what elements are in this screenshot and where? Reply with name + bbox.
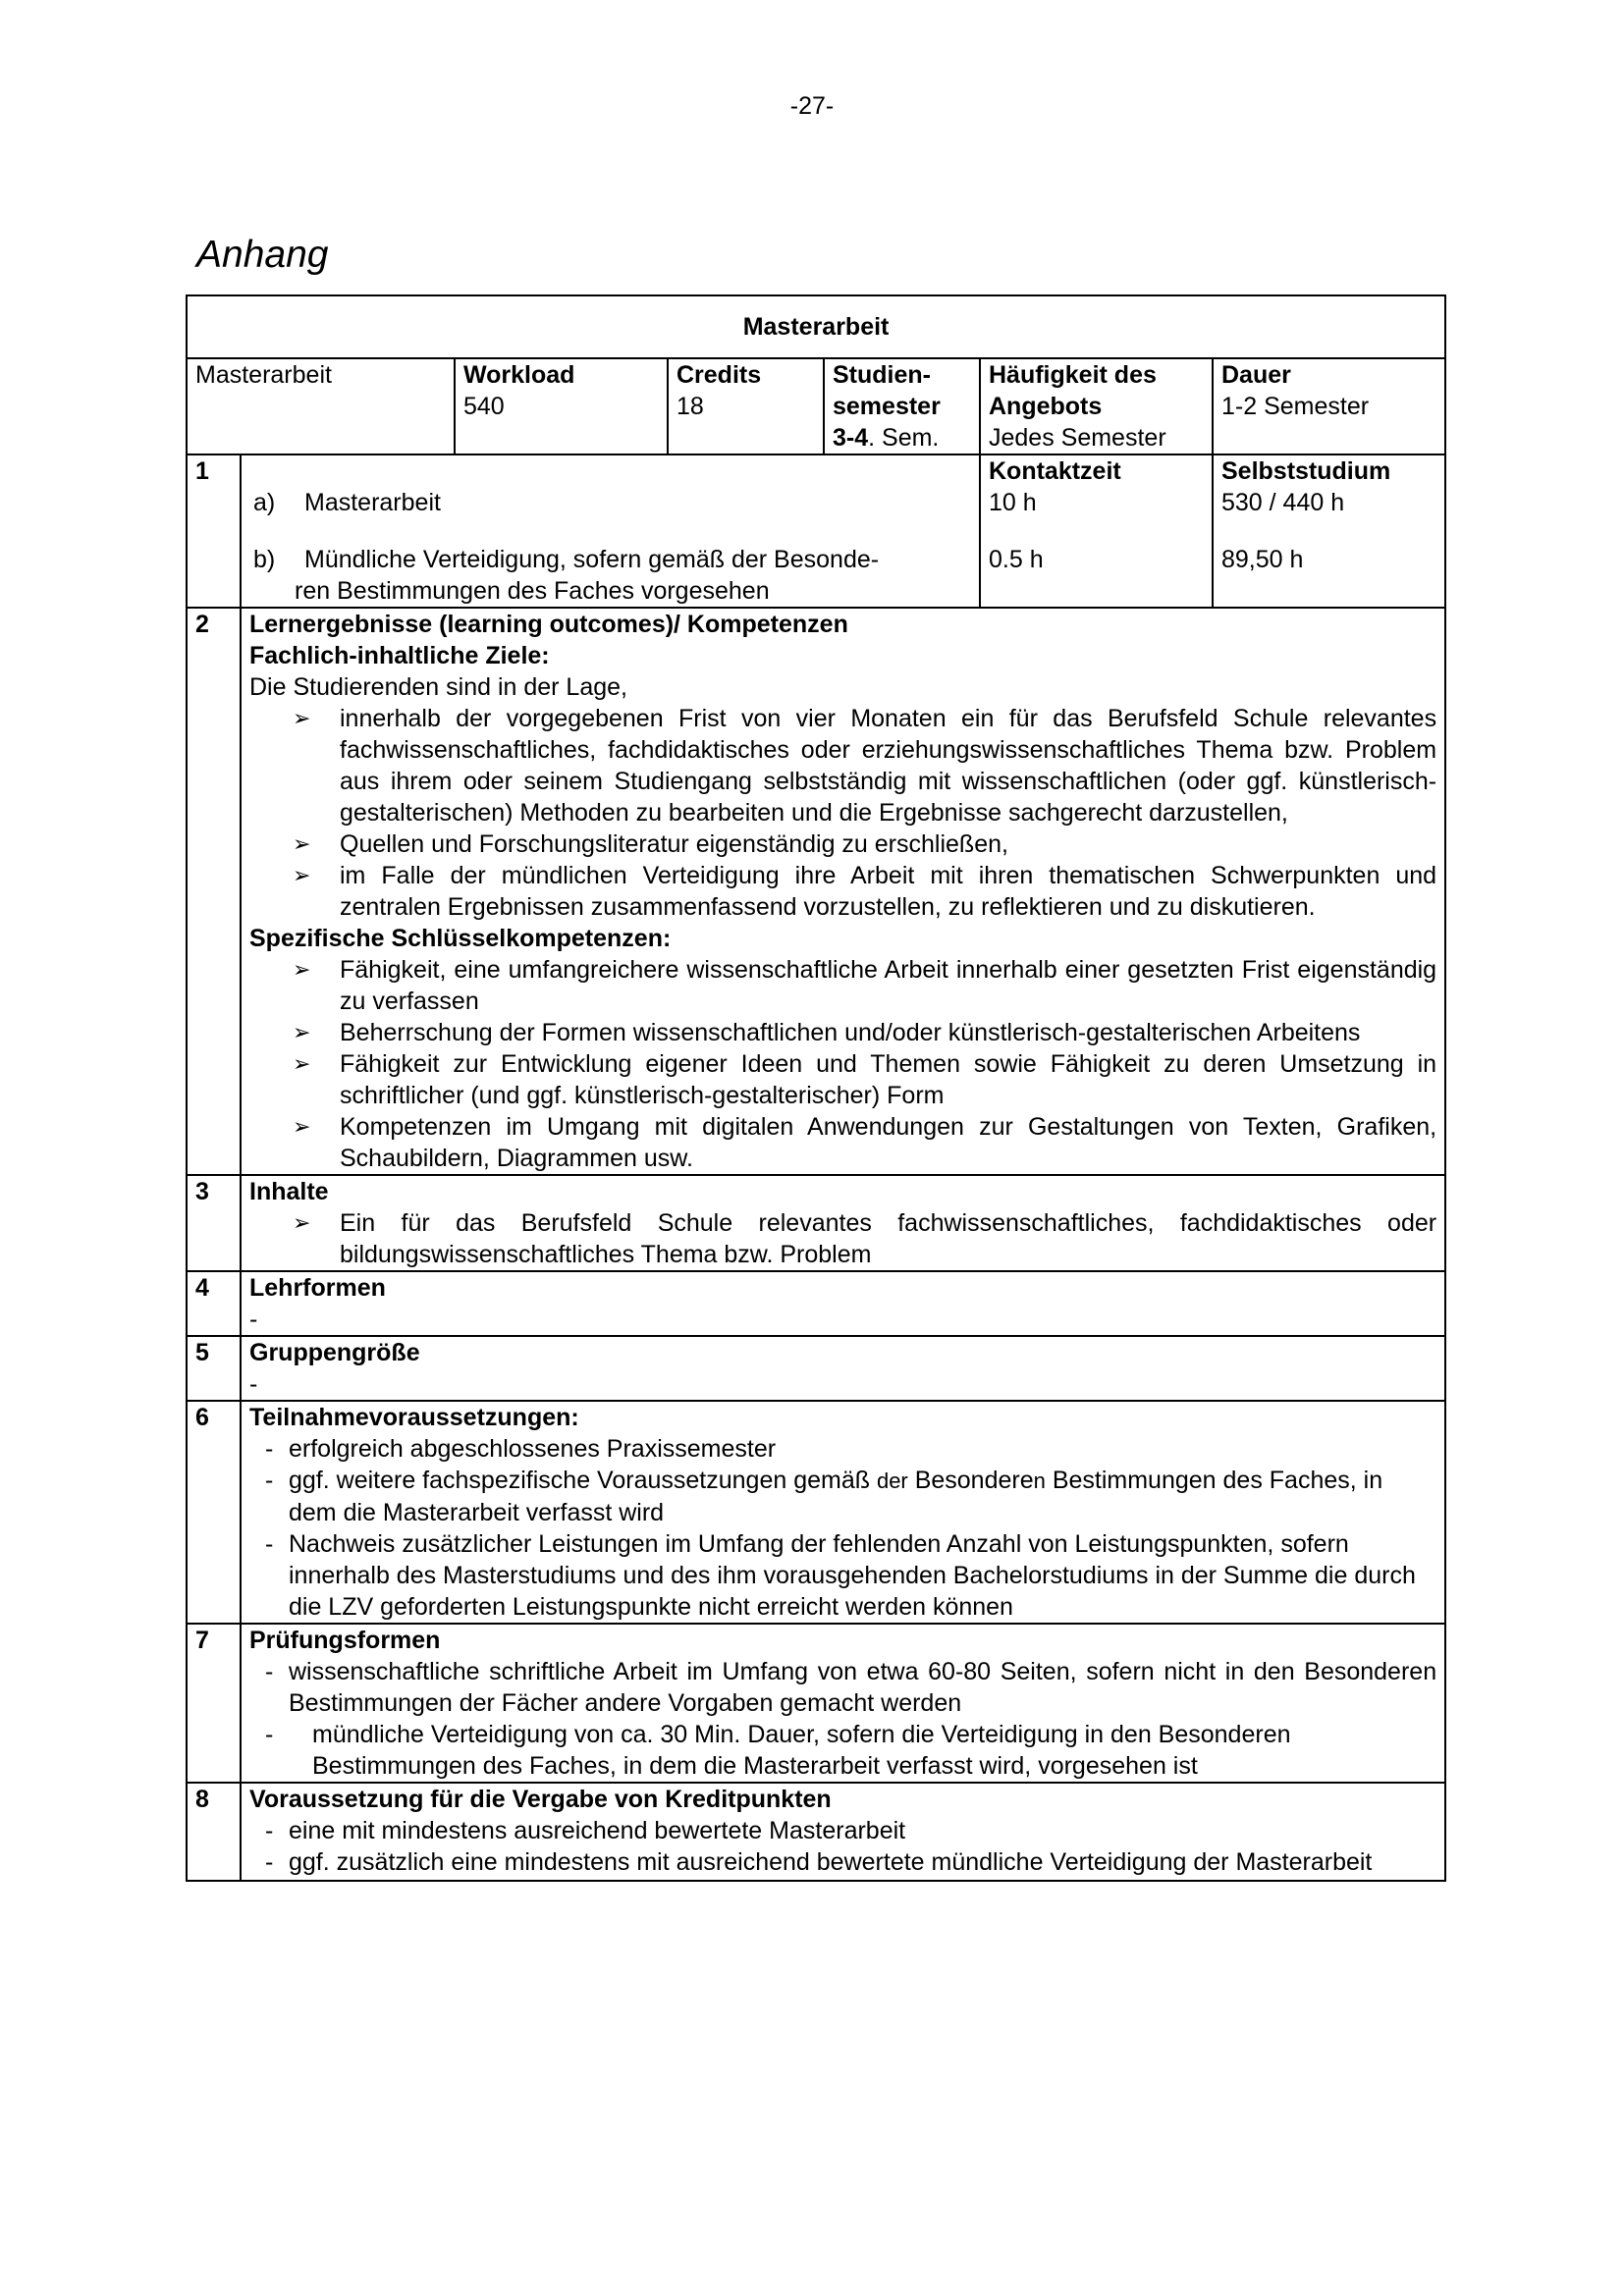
self-study-label: Selbststudium — [1221, 457, 1391, 485]
row-4-number: 4 — [187, 1271, 241, 1336]
frequency-value: Jedes Semester — [989, 424, 1166, 452]
row-6-number: 6 — [187, 1401, 241, 1624]
row-5-content — [241, 1336, 1445, 1401]
row-1-a-item — [253, 487, 971, 518]
competence-item: ➢ Kompetenzen im Umgang mit digitalen Anwendungen zur Gestaltungen von Texten, Grafiken, Schaubildern, Diagrammen usw. — [293, 1113, 1437, 1172]
credits-value: 18 — [677, 393, 704, 420]
semester-label-1: Studien- — [833, 361, 931, 389]
workload-label: Workload — [463, 361, 575, 389]
outcome-item: ➢ Quellen und Forschungsliteratur eigenständig zu erschließen, — [293, 830, 1008, 858]
module-name: Masterarbeit — [195, 361, 332, 389]
credit-requirement-item: - eine mit mindestens ausreichend bewertete Masterarbeit — [265, 1817, 906, 1844]
competence-item: ➢ Fähigkeit zur Entwicklung eigener Ideen und Themen sowie Fähigkeit zu deren Umsetzung in schriftlicher (und ggf. künstlerisch-gestalterischer) Form — [293, 1050, 1437, 1109]
row-8-title: Voraussetzung für die Vergabe von Kreditpunkten — [249, 1786, 832, 1813]
duration-value: 1-2 Semester — [1221, 393, 1370, 420]
row-3-title: Inhalte — [249, 1178, 329, 1205]
arrow-bullet-icon: ➢ — [293, 957, 311, 982]
row-1-b-text-2: ren Bestimmungen des Faches vorgesehen — [295, 577, 770, 605]
row-7 — [187, 1624, 1445, 1783]
row-8-number: 8 — [187, 1783, 241, 1881]
outcome-item: ➢ innerhalb der vorgegebenen Frist von vier Monaten ein für das Berufsfeld Schule relevantes fachwissenschaftliches, fachdidaktisches oder erziehungswissenschaftliches Thema bzw. Problem aus ihrem oder seinem Studiengang selbstständig mit wissenschaftlichen (oder ggf. künstlerisch-gestalterischen) Methoden zu bearbeiten und die Ergebnisse sachgerecht darzustellen, — [293, 705, 1437, 827]
row-7-number: 7 — [187, 1624, 241, 1783]
row-1-a-cell — [241, 454, 980, 518]
row-1-b-cell — [241, 518, 980, 608]
row-3 — [187, 1175, 1445, 1271]
arrow-bullet-icon: ➢ — [293, 831, 311, 856]
row-4-title: Lehrformen — [249, 1274, 386, 1302]
arrow-bullet-icon: ➢ — [293, 1210, 311, 1235]
row-5-value: - — [249, 1370, 258, 1398]
exam-item: - mündliche Verteidigung von ca. 30 Min. Dauer, sofern die Verteidigung in den Besonderen Bestimmungen des Faches, in dem die Masterarbeit verfasst wird, vorgesehen ist — [265, 1721, 1291, 1780]
frequency-label-1: Häufigkeit des — [989, 361, 1157, 389]
frequency-label-2: Angebots — [989, 393, 1103, 420]
row-4-content — [241, 1271, 1445, 1336]
row-1-head — [187, 454, 1445, 518]
arrow-bullet-icon: ➢ — [293, 863, 311, 887]
row-1-a-letter: a) — [253, 489, 276, 516]
row-7-title: Prüfungsformen — [249, 1627, 441, 1654]
credit-requirement-item: - ggf. zusätzlich eine mindestens mit ausreichend bewertete mündliche Verteidigung der Masterarbeit — [265, 1848, 1373, 1876]
module-title-row — [187, 295, 1445, 358]
row-5 — [187, 1336, 1445, 1401]
arrow-bullet-icon: ➢ — [293, 706, 311, 730]
workload-cell — [455, 358, 668, 454]
outcome-item: ➢ im Falle der mündlichen Verteidigung ihre Arbeit mit ihren thematischen Schwerpunkten und zentralen Ergebnissen zusammenfassend vorzustellen, zu reflektieren und zu diskutieren. — [293, 862, 1437, 921]
credits-cell — [668, 358, 824, 454]
row-3-content — [241, 1175, 1445, 1271]
row-7-content — [241, 1624, 1445, 1783]
row-2-title: Lernergebnisse (learning outcomes)/ Kompetenzen — [249, 611, 848, 638]
row-1-number: 1 — [187, 454, 241, 608]
module-table — [186, 294, 1446, 1882]
duration-cell — [1213, 358, 1445, 454]
row-1-b-letter: b) — [253, 546, 276, 573]
row-1-b — [187, 518, 1445, 608]
competence-item: ➢ Fähigkeit, eine umfangreichere wissenschaftliche Arbeit innerhalb einer gesetzten Frist eigenständig zu verfassen — [293, 956, 1437, 1015]
semester-value-rest: . Sem. — [868, 424, 940, 452]
duration-label: Dauer — [1221, 361, 1291, 389]
prerequisite-item: - erfolgreich abgeschlossenes Praxissemester — [265, 1435, 777, 1463]
module-name-cell — [187, 358, 455, 454]
semester-cell — [824, 358, 980, 454]
module-title: Masterarbeit — [187, 295, 1445, 358]
semester-value — [833, 422, 971, 454]
row-5-title: Gruppengröße — [249, 1339, 420, 1366]
arrow-bullet-icon: ➢ — [293, 1020, 311, 1044]
exam-item: - wissenschaftliche schriftliche Arbeit im Umfang von etwa 60-80 Seiten, sofern nicht in den Besonderen Bestimmungen der Fächer andere Vorgaben gemacht werden — [265, 1658, 1437, 1717]
credits-label: Credits — [677, 361, 762, 389]
row-1-b-item — [253, 544, 971, 575]
row-2-content — [241, 608, 1445, 1175]
row-3-number: 3 — [187, 1175, 241, 1271]
frequency-cell — [980, 358, 1213, 454]
row-6-content — [241, 1401, 1445, 1624]
row-1-a-self: 530 / 440 h — [1221, 489, 1345, 516]
row-8 — [187, 1783, 1445, 1881]
row-1-b-self: 89,50 h — [1213, 518, 1445, 608]
semester-label-2: semester — [833, 393, 941, 420]
row-2-intro: Die Studierenden sind in der Lage, — [249, 673, 627, 701]
contact-label: Kontaktzeit — [989, 457, 1121, 485]
row-1-contact-cell — [980, 454, 1213, 518]
row-6 — [187, 1401, 1445, 1624]
row-1-a-text: Masterarbeit — [304, 489, 441, 516]
row-1-a-contact: 10 h — [989, 489, 1037, 516]
page-heading: Anhang — [196, 234, 329, 276]
arrow-bullet-icon: ➢ — [293, 1114, 311, 1139]
prerequisite-item: - ggf. weitere fachspezifische Voraussetzungen gemäß der Besonderen Bestimmungen des Faches, in dem die Masterarbeit verfasst wird — [265, 1467, 1383, 1526]
module-header-row — [187, 358, 1445, 454]
row-2-subtitle-2: Spezifische Schlüsselkompetenzen: — [249, 925, 672, 952]
row-4-value: - — [249, 1306, 258, 1333]
semester-value-bold: 3-4 — [833, 424, 869, 452]
workload-value: 540 — [463, 393, 505, 420]
row-2 — [187, 608, 1445, 1175]
row-2-number: 2 — [187, 608, 241, 1175]
content-item: ➢ Ein für das Berufsfeld Schule relevantes fachwissenschaftliches, fachdidaktisches oder bildungswissenschaftliches Thema bzw. Problem — [293, 1209, 1437, 1268]
row-1-b-contact: 0.5 h — [980, 518, 1213, 608]
row-5-number: 5 — [187, 1336, 241, 1401]
row-8-content — [241, 1783, 1445, 1881]
row-2-subtitle-1: Fachlich-inhaltliche Ziele: — [249, 642, 550, 669]
competence-item: ➢ Beherrschung der Formen wissenschaftlichen und/oder künstlerisch-gestalterischen Arbeitens — [293, 1019, 1361, 1046]
row-1-self-cell — [1213, 454, 1445, 518]
row-4 — [187, 1271, 1445, 1336]
prerequisite-item: - Nachweis zusätzlicher Leistungen im Umfang der fehlenden Anzahl von Leistungspunkten, sofern innerhalb des Masterstudiums und des ihm vorausgehenden Bachelorstudiums in der Summe die durch die LZV geforderten Leistungspunkte nicht erreicht werden können — [265, 1530, 1416, 1621]
row-1-b-text-1: Mündliche Verteidigung, sofern gemäß der Besonde- — [304, 546, 880, 573]
page-number: -27- — [789, 92, 835, 120]
row-6-title: Teilnahmevoraussetzungen: — [249, 1404, 579, 1431]
arrow-bullet-icon: ➢ — [293, 1051, 311, 1076]
